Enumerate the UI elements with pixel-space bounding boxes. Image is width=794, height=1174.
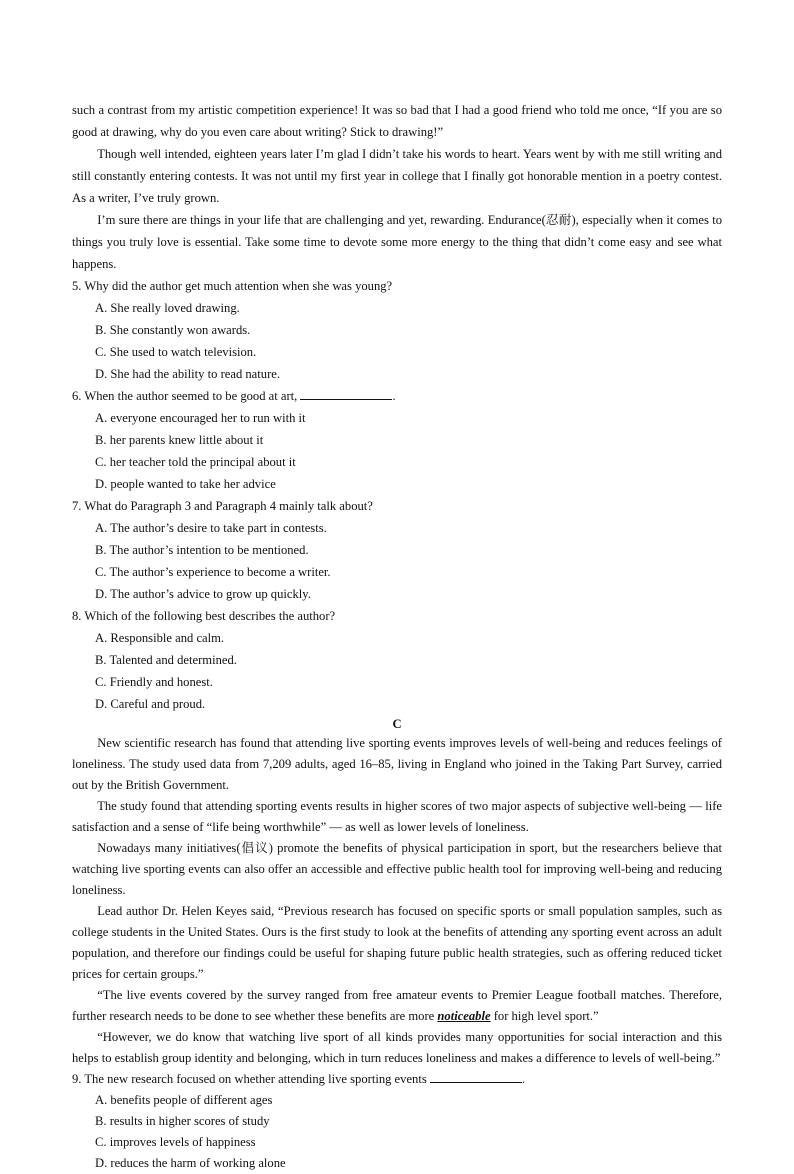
question-5-option-c: C. She used to watch television. [95, 345, 257, 359]
question-9-options [72, 1090, 722, 1174]
question-9-stem-end: . [521, 1072, 526, 1086]
question-7-option-a: A. The author’s desire to take part in contests. [95, 521, 327, 535]
question-6-option-d: D. people wanted to take her advice [95, 477, 276, 491]
question-9-option-d: D. reduces the harm of working alone [95, 1156, 286, 1170]
answer-blank [300, 386, 392, 400]
question-6-stem-end: . [392, 389, 396, 403]
question-9-option-a: A. benefits people of different ages [95, 1093, 273, 1107]
question-5-option-d: D. She had the ability to read nature. [95, 367, 281, 381]
question-8-stem: 8. Which of the following best describes the author? [72, 609, 336, 623]
question-6-options [72, 407, 722, 495]
question-5-option-a: A. She really loved drawing. [95, 301, 240, 315]
question-7-option-d: D. The author’s advice to grow up quickly. [95, 587, 311, 601]
passage-b-paragraph-1: such a contrast from my artistic competition experience! It was so bad that I had a good friend who told me once, “If you are so good at drawing, why do you even care about writing? Stick to drawing!” [72, 103, 722, 139]
question-8-option-c: C. Friendly and honest. [95, 675, 213, 689]
question-6-stem: 6. When the author seemed to be good at art, [72, 389, 301, 403]
section-c-paragraph-3: Nowadays many initiatives(倡议) promote the benefits of physical participation in sport, but the researchers believe that watching live sporting events can also offer an accessible and effective public health tool for improving well-being and reducing loneliness. [72, 841, 722, 897]
question-6-option-b: B. her parents knew little about it [95, 433, 264, 447]
section-c-passage [72, 733, 722, 1174]
question-8-option-d: D. Careful and proud. [95, 697, 206, 711]
section-c-paragraph-6: “However, we do know that watching live sport of all kinds provides many opportunities for social interaction and this helps to establish group identity and belonging, which in turn reduces loneliness and makes a difference to levels of well-being.” [72, 1030, 722, 1065]
question-5-option-b: B. She constantly won awards. [95, 323, 251, 337]
question-6 [72, 385, 722, 407]
section-c-paragraph-5 [72, 985, 722, 1027]
question-7-option-b: B. The author’s intention to be mentioned. [95, 543, 309, 557]
emphasized-word-noticeable: noticeable [437, 1009, 491, 1023]
question-9-stem: 9. The new research focused on whether attending live sporting events [72, 1072, 430, 1086]
question-8-option-a: A. Responsible and calm. [95, 631, 225, 645]
section-c-paragraph-2: The study found that attending sporting events results in higher scores of two major aspects of subjective well-being — life satisfaction and a sense of “life being worthwhile” — as well as lower levels of loneliness. [72, 799, 722, 834]
question-5-options [72, 297, 722, 385]
question-9 [72, 1069, 722, 1090]
question-7-options [72, 517, 722, 605]
section-c-paragraph-4: Lead author Dr. Helen Keyes said, “Previous research has focused on specific sports or small population samples, such as college students in the United States. Ours is the first study to look at the benefits of attending any sporting event across an adult population, and therefore our findings could be useful for shaping future public health strategies, such as offering reduced ticket prices for certain groups.” [72, 904, 722, 981]
question-7-stem: 7. What do Paragraph 3 and Paragraph 4 mainly talk about? [72, 499, 373, 513]
question-6-option-a: A. everyone encouraged her to run with it [95, 411, 306, 425]
section-c-heading: C [392, 717, 402, 731]
section-c-paragraph-1: New scientific research has found that attending live sporting events improves levels of well-being and reduces feelings of loneliness. The study used data from 7,209 adults, aged 16–85, living in England who joined in the Taking Part Survey, carried out by the British Government. [72, 736, 722, 792]
question-8-options [72, 627, 722, 715]
passage-b-paragraph-3: I’m sure there are things in your life that are challenging and yet, rewarding. Endurance(忍耐), especially when it comes to things you truly love is essential. Take some time to devote some more energy to the thing that didn’t come easy and see what happens. [72, 213, 722, 271]
section-c-paragraph-5-text-b: for high level sport.” [490, 1009, 599, 1023]
question-9-option-b: B. results in higher scores of study [95, 1114, 270, 1128]
question-6-option-c: C. her teacher told the principal about it [95, 455, 296, 469]
document-page [72, 99, 722, 1174]
passage-b-paragraph-2: Though well intended, eighteen years later I’m glad I didn’t take his words to heart. Years went by with me still writing and still constantly entering contests. It was not until my first year in college that I finally got honorable mention in a poetry contest. As a writer, I’ve truly grown. [72, 147, 722, 205]
question-7-option-c: C. The author’s experience to become a writer. [95, 565, 331, 579]
question-8-option-b: B. Talented and determined. [95, 653, 237, 667]
section-c-paragraph-5-text-a: “The live events covered by the survey ranged from free amateur events to Premier League football matches. Therefore, further research needs to be done to see whether these benefits are more [72, 988, 722, 1023]
question-5-stem: 5. Why did the author get much attention when she was young? [72, 279, 393, 293]
answer-blank [430, 1069, 522, 1083]
question-9-option-c: C. improves levels of happiness [95, 1135, 256, 1149]
